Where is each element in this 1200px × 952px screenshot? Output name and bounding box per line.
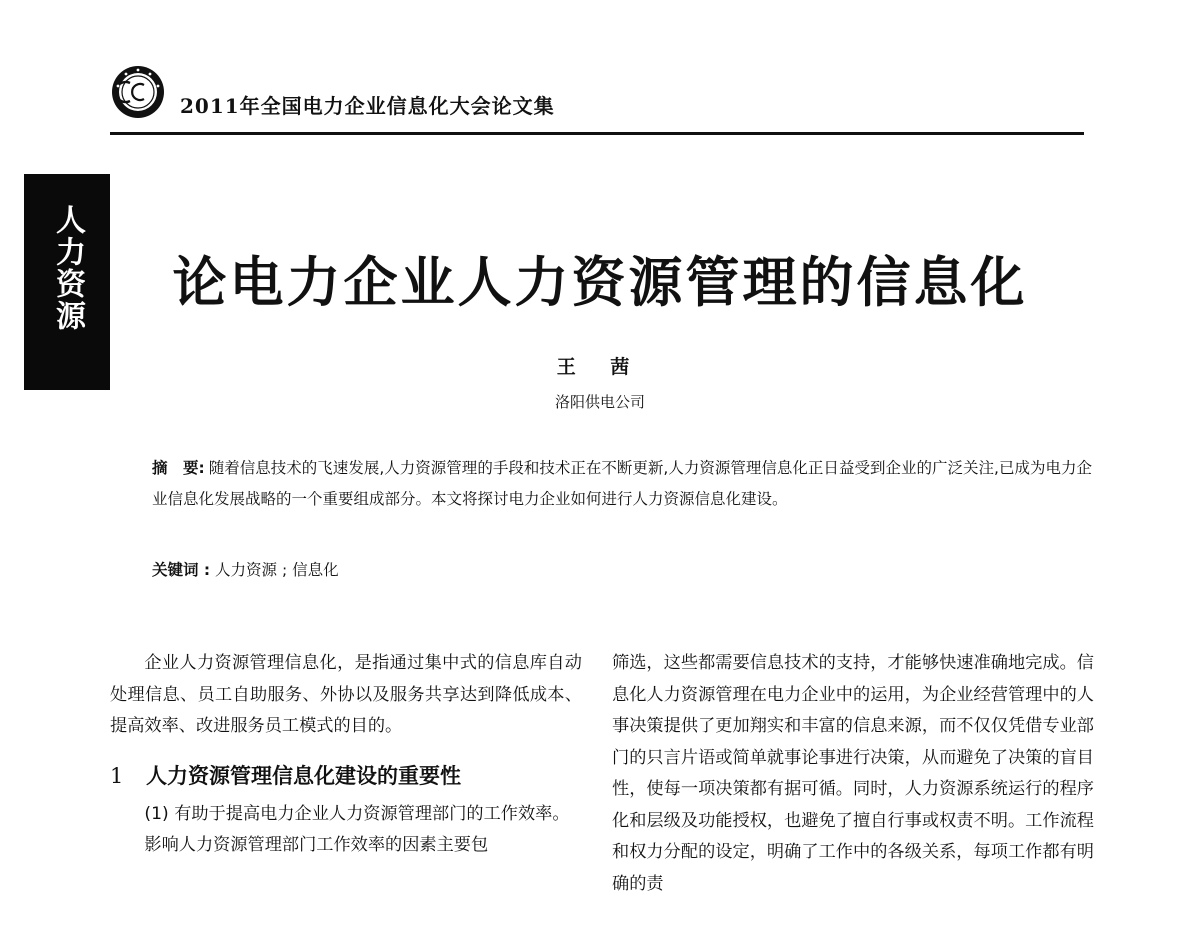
section-heading [110, 759, 582, 793]
header-divider [110, 132, 1084, 135]
cec-logo-icon [110, 64, 166, 120]
side-tab-label: 人力资源 [50, 204, 85, 332]
keywords-label: 关键词 : [152, 561, 211, 579]
intro-paragraph: 企业人力资源管理信息化，是指通过集中式的信息库自动处理信息、员工自助服务、外协以及服务共享达到降低成本、提高效率、改进服务员工模式的目的。 [110, 653, 582, 736]
point-paragraph: (1) 有助于提高电力企业人力资源管理部门的工作效率。 [144, 803, 570, 824]
section-number: 1 [110, 763, 124, 788]
abstract-text: 随着信息技术的飞速发展,人力资源管理的手段和技术正在不断更新,人力资源管理信息化正日益受到企业的广泛关注,已成为电力企业信息化发展战略的一个重要组成部分。本文将探讨电力企业如何进行人力资源信息化建设。 [152, 459, 1092, 508]
paper-title: 论电力企业人力资源管理的信息化 [172, 250, 1028, 314]
keywords [152, 558, 1092, 582]
right-column [612, 648, 1094, 900]
abstract-label: 摘 要: [152, 459, 205, 477]
paper-author: 王 茜 [556, 356, 644, 378]
author-affiliation: 洛阳供电公司 [554, 393, 645, 411]
section-title: 人力资源管理信息化建设的重要性 [146, 763, 461, 788]
body-paragraph: 影响人力资源管理部门工作效率的因素主要包 [144, 835, 489, 855]
abstract [152, 453, 1092, 515]
continued-paragraph: 筛选，这些都需要信息技术的支持，才能够快速准确地完成。信息化人力资源管理在电力企业中的运用，为企业经营管理中的人事决策提供了更加翔实和丰富的信息来源，而不仅仅凭借专业部门的只言片语或简单就事论事进行决策，从而避免了决策的盲目性，使每一项决策都有据可循。同时，人力资源系统运行的程序化和层级及功能授权，也避免了擅自行事或权责不明。工作流程和权力分配的设定，明确了工作中的各级关系，每项工作都有明确的责 [612, 653, 1094, 894]
page-header [110, 60, 1084, 136]
left-column [110, 648, 582, 862]
proceedings-title: 2011年全国电力企业信息化大会论文集 [180, 94, 555, 118]
keywords-text: 人力资源 ; 信息化 [215, 561, 339, 579]
